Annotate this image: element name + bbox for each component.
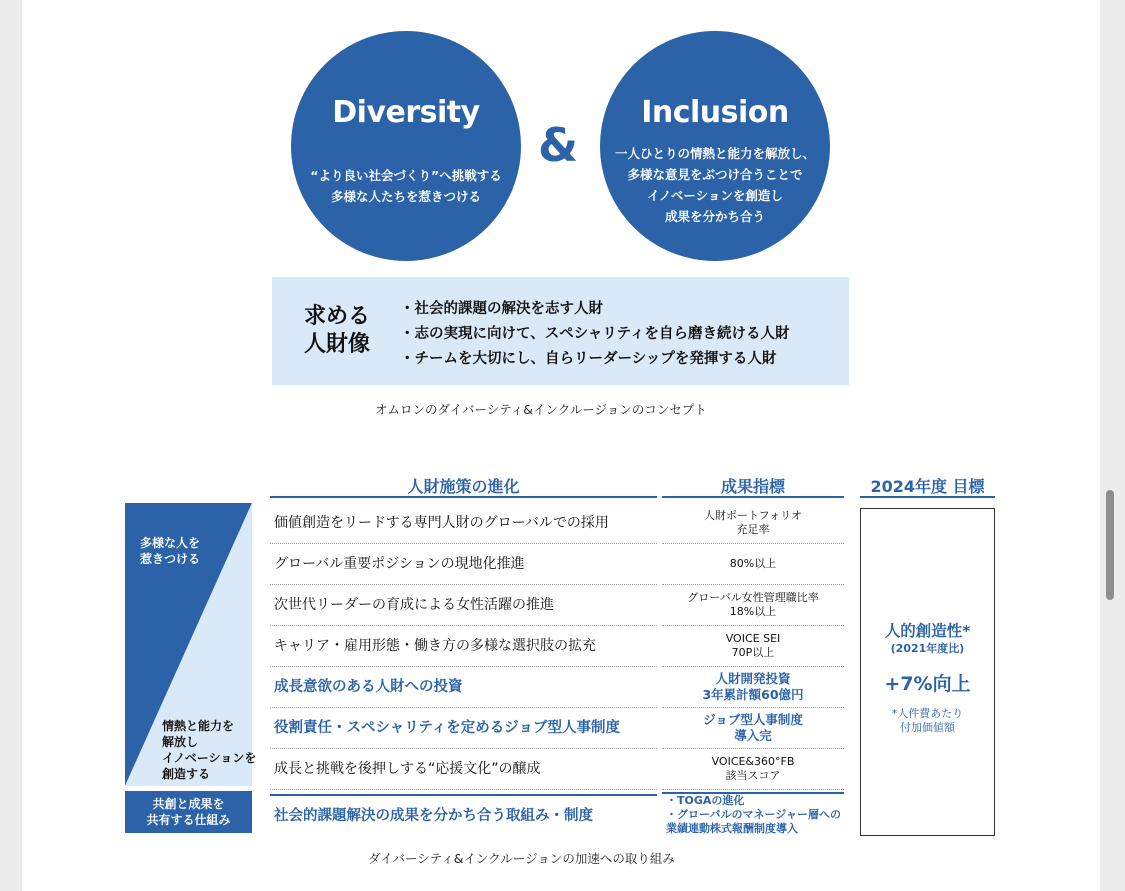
inclusion-text: 一人ひとりの情熱と能力を解放し、 多様な意見をぶつけ合うことで イノベーションを創造し 成果を分かち合う [614,146,815,224]
header-kpi: 成果指標 [662,474,844,498]
target-value: +7%向上 [884,673,971,695]
header-target: 2024年度 目標 [860,474,995,498]
concept-caption: オムロンのダイバーシティ&インクルージョンのコンセプト [375,402,707,417]
kpi-cell: グローバル女性管理職比率 18%以上 [662,585,844,626]
required-talent-title: 求める 人財像 [304,304,371,357]
kpi-cell: 80%以上 [662,544,844,585]
initiative-row: 成長意欲のある人財への投資 [270,667,657,708]
initiative-row: 次世代リーダーの育成による女性活躍の推進 [270,585,657,626]
target-note: *人件費あたり 付加価値額 [891,707,964,734]
inclusion-circle [600,31,830,261]
required-talent-item: ・社会的課題の解決を志す人財 [400,301,603,317]
required-talent-item: ・志の実現に向けて、スペシャリティを自ら磨き続ける人財 [400,326,790,342]
label-release: 情熱と能力を 解放し イノベーションを 創造する [162,719,257,781]
diversity-circle [291,31,521,261]
initiative-row: 社会的課題解決の成果を分かち合う取組み・制度 [270,794,657,835]
initiative-row: 価値創造をリードする専門人財のグローバルでの採用 [270,503,657,544]
kpi-cell: 人財ポートフォリオ 充足率 [662,503,844,544]
target-base: (2021年度比) [890,642,965,655]
diversity-text: “より良い社会づくり”へ挑戦する 多様な人たちを惹きつける [310,168,502,204]
label-attract: 多様な人を 惹きつける [140,536,201,566]
kpi-cell: VOICE SEI 70P以上 [662,626,844,667]
kpi-cell: ジョブ型人事制度 導入完 [662,708,844,749]
required-talent-list [400,297,789,372]
initiative-row: グローバル重要ポジションの現地化推進 [270,544,657,585]
scrollbar-thumb[interactable] [1106,490,1114,600]
kpi-cell: 人財開発投資 3年累計額60億円 [662,667,844,708]
initiative-row: キャリア・雇用形態・働き方の多様な選択肢の拡充 [270,626,657,667]
target-title: 人的創造性* [884,622,971,640]
target-box [860,508,995,836]
initiatives-caption: ダイバーシティ&インクルージョンの加速への取り組み [368,851,675,866]
initiative-row: 成長と挑戦を後押しする“応援文化”の醸成 [270,749,657,790]
header-initiatives: 人財施策の進化 [270,474,657,498]
kpi-cell: VOICE&360°FB 該当スコア [662,749,844,790]
initiative-row: 役割責任・スペシャリティを定めるジョブ型人事制度 [270,708,657,749]
required-talent-box [272,277,849,385]
kpi-cell: ・TOGAの進化 ・グローバルのマネージャー層への 業績連動株式報酬制度導入 [662,792,844,836]
diversity-title: Diversity [332,95,480,130]
ampersand: & [538,118,579,172]
label-share: 共創と成果を 共有する仕組み [125,791,252,833]
inclusion-title: Inclusion [641,95,789,130]
required-talent-item: ・チームを大切にし、自らリーダーシップを発揮する人財 [400,351,777,367]
